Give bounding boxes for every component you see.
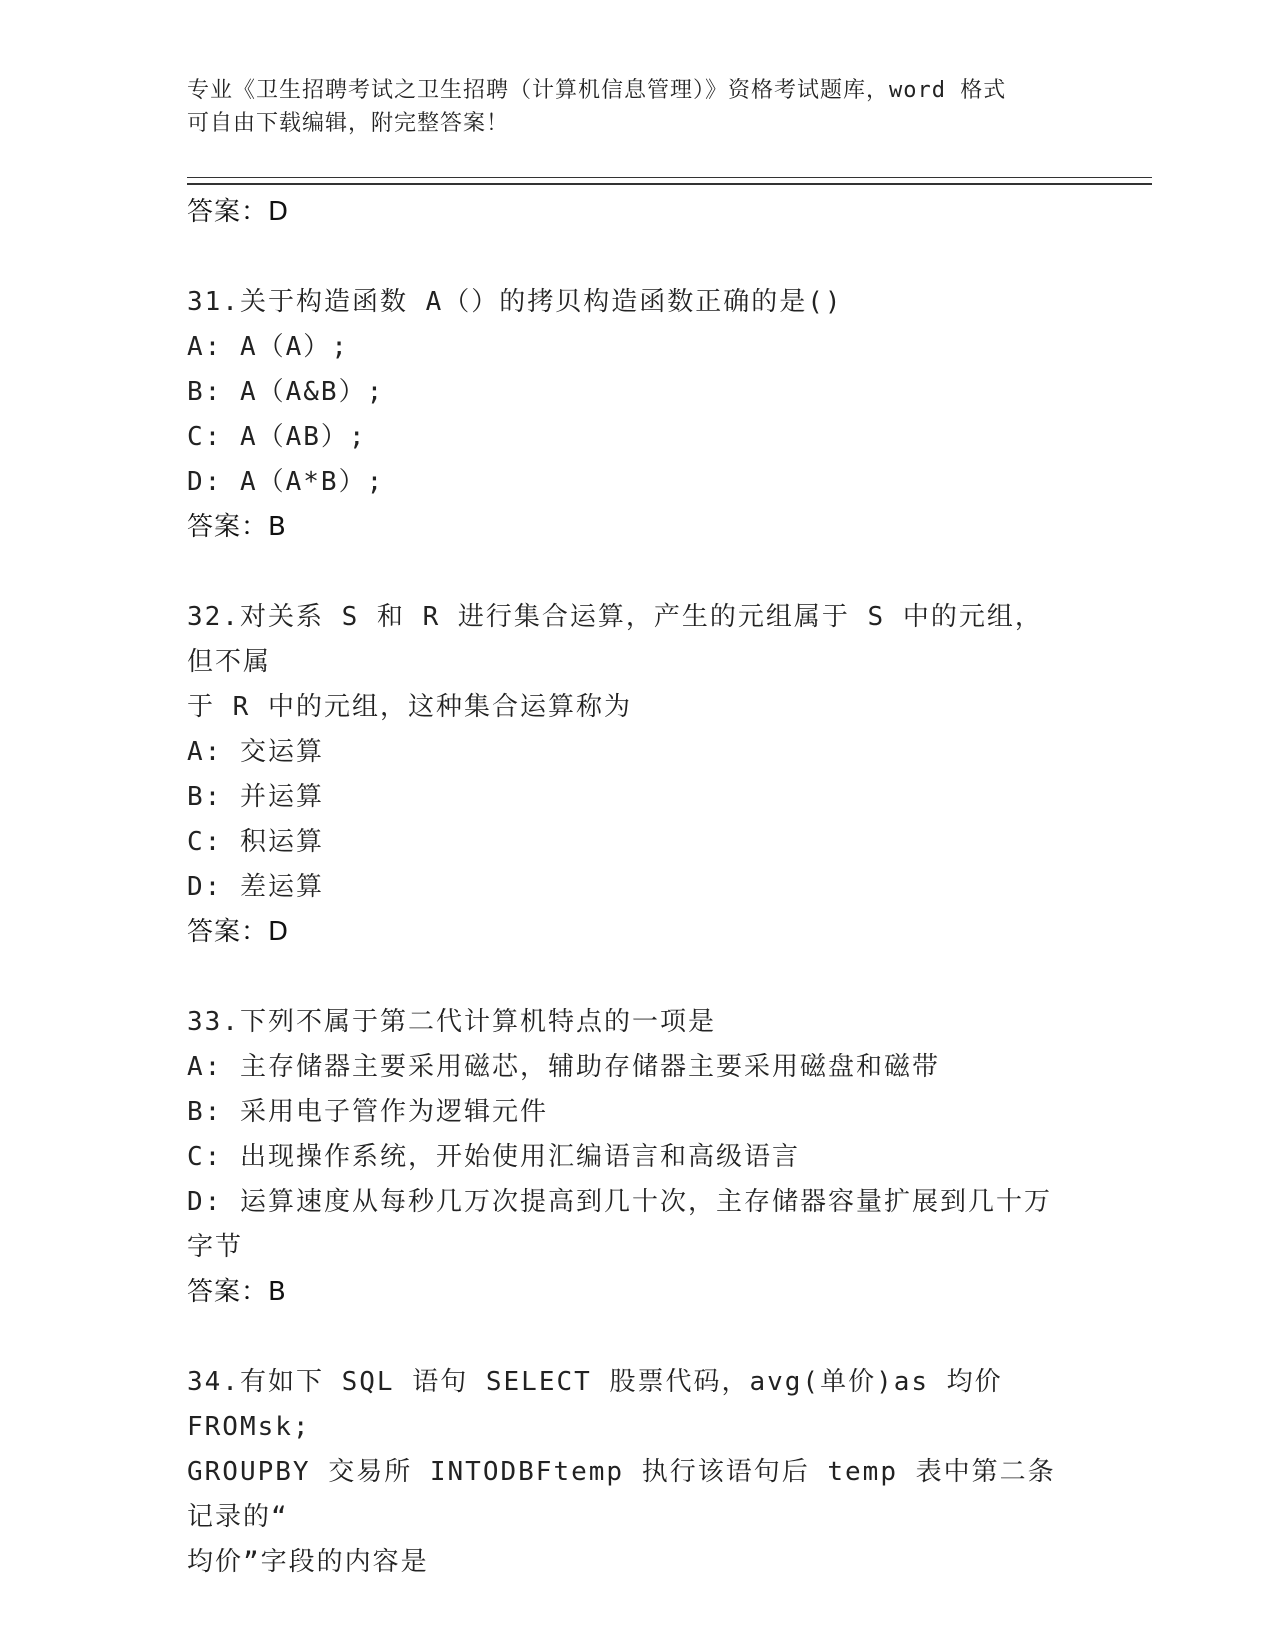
question-stem: 33.下列不属于第二代计算机特点的一项是 (187, 1007, 716, 1037)
question-answer: 答案：B (187, 1277, 287, 1307)
header-line-1: 专业《卫生招聘考试之卫生招聘（计算机信息管理）》资格考试题库，word 格式 (187, 78, 1007, 103)
question-stem: 31.关于构造函数 A（）的拷贝构造函数正确的是() (187, 287, 843, 317)
question-stem-cont: 均价”字段的内容是 (187, 1547, 429, 1577)
question-stem: 32.对关系 S 和 R 进行集合运算，产生的元组属于 S 中的元组，但不属 (187, 602, 1043, 677)
option-b: B: 并运算 (187, 782, 324, 812)
document-header (187, 74, 1067, 140)
question-34 (187, 1360, 1067, 1585)
option-a: A: 主存储器主要采用磁芯，辅助存储器主要采用磁盘和磁带 (187, 1052, 940, 1082)
previous-answer: 答案：D (187, 197, 290, 227)
option-d: D: 运算速度从每秒几万次提高到几十次，主存储器容量扩展到几十万 (187, 1187, 1052, 1217)
option-b: B: 采用电子管作为逻辑元件 (187, 1097, 548, 1127)
question-stem: 34.有如下 SQL 语句 SELECT 股票代码，avg(单价)as 均价 FROMsk; (187, 1367, 1003, 1442)
question-33 (187, 1000, 1067, 1315)
header-rule-thick (187, 183, 1152, 185)
question-31 (187, 280, 1067, 550)
option-c: C: 积运算 (187, 827, 324, 857)
option-b: B: A（A&B）; (187, 377, 385, 407)
option-d-cont: 字节 (187, 1232, 244, 1262)
question-list (187, 190, 1067, 1585)
question-stem-cont: 于 R 中的元组，这种集合运算称为 (187, 692, 632, 722)
option-c: C: 出现操作系统，开始使用汇编语言和高级语言 (187, 1142, 800, 1172)
question-32 (187, 595, 1067, 955)
option-d: D: 差运算 (187, 872, 324, 902)
option-c: C: A（AB）; (187, 422, 367, 452)
option-d: D: A（A*B）; (187, 467, 385, 497)
header-line-2: 可自由下载编辑，附完整答案！ (187, 111, 510, 136)
question-answer: 答案：D (187, 917, 290, 947)
spacer (187, 955, 1067, 1000)
option-a: A: 交运算 (187, 737, 324, 767)
option-a: A: A（A）; (187, 332, 349, 362)
question-answer: 答案：B (187, 512, 287, 542)
spacer (187, 235, 1067, 280)
header-rule-thin (187, 177, 1152, 178)
spacer (187, 550, 1067, 595)
spacer (187, 1315, 1067, 1360)
question-stem-cont: GROUPBY 交易所 INTODBFtemp 执行该语句后 temp 表中第二条记录的“ (187, 1457, 1056, 1532)
